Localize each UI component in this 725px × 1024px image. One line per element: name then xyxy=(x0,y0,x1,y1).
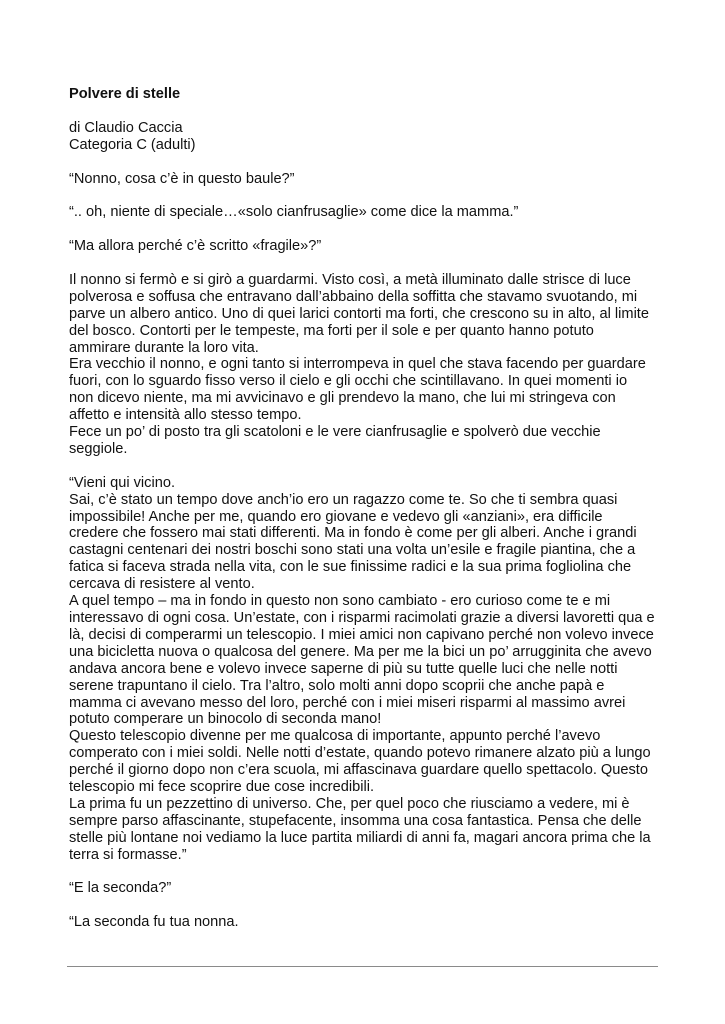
document-title: Polvere di stelle xyxy=(69,86,181,102)
text-line: seggiole. xyxy=(69,440,128,457)
author-line: di Claudio Caccia xyxy=(69,119,183,136)
text-line: A quel tempo – ma in fondo in questo non sono cambiato - ero curioso come te e mi xyxy=(69,593,611,610)
text-line: comperato con i miei soldi. Nelle notti d’estate, quando potevo rimanere alzato più a lungo xyxy=(69,745,651,762)
text-line: del bosco. Contorti per le tempeste, ma forti per il sole e per quanto hanno potuto xyxy=(69,322,594,339)
text-line: fatica si faceva strada nella vita, con le sue finissime radici e la sua prima fogliolina che xyxy=(69,559,632,576)
text-line: Era vecchio il nonno, e ogni tanto si interrompeva in quel che stava facendo per guardare xyxy=(69,356,646,373)
paragraph-gap xyxy=(69,897,659,914)
text-line: serene trapuntano il cielo. Tra l’altro, solo molti anni dopo scoprii che anche papà e xyxy=(69,677,605,694)
text-line: affetto e intensità allo stesso tempo. xyxy=(69,407,302,424)
paragraph-gap xyxy=(69,154,659,171)
text-line: credere che fossero mai stati differenti. Ma in fondo è come per gli alberi. Anche i grandi xyxy=(69,525,637,542)
footer-divider xyxy=(67,966,658,967)
text-line: “Ma allora perché c’è scritto «fragile»?” xyxy=(69,238,322,255)
text-line: sempre parso affascinante, stupefacente, insomma una cosa fantastica. Pensa che delle xyxy=(69,812,642,829)
text-line: Sai, c’è stato un tempo dove anch’io ero un ragazzo come te. So che ti sembra quasi xyxy=(69,491,618,508)
category-line: Categoria C (adulti) xyxy=(69,136,196,153)
text-line: mamma ci avevano messo del loro, perché con i miei miseri risparmi al massimo avrei xyxy=(69,694,626,711)
text-line: non dicevo niente, ma mi avvicinavo e gli prendevo la mano, che lui mi stringeva con xyxy=(69,390,616,407)
document-body xyxy=(69,86,659,931)
text-line: là, decisi di comperarmi un telescopio. I miei amici non capivano perché non volevo invece xyxy=(69,626,654,643)
paragraph-gap xyxy=(69,187,659,204)
text-line: Il nonno si fermò e si girò a guardarmi. Visto così, a metà illuminato dalle strisce di luce xyxy=(69,271,631,288)
text-line: telescopio mi fece scoprire due cose incredibili. xyxy=(69,779,374,796)
text-line: “Nonno, cosa c’è in questo baule?” xyxy=(69,170,295,187)
paragraph-gap xyxy=(69,255,659,272)
text-line: stelle più lontane noi vediamo la luce partita miliardi di anni fa, magari ancora prima che la xyxy=(69,829,651,846)
text-line: interessavo di ogni cosa. Un’estate, con i risparmi racimolati grazie a diversi lavoretti qua e xyxy=(69,610,655,626)
text-line: Fece un po’ di posto tra gli scatoloni e le vere cianfrusaglie e spolverò due vecchie xyxy=(69,424,601,441)
paragraph-gap xyxy=(69,864,659,881)
text-line: andava ancora bene e volevo invece saperne di più su tutte quelle luci che nelle notti xyxy=(69,660,618,677)
story-text xyxy=(69,171,659,932)
text-line: fuori, con lo sguardo fisso verso il cielo e gli occhi che scintillavano. In quei momenti io xyxy=(69,373,628,390)
text-line: La prima fu un pezzettino di universo. Che, per quel poco che riusciamo a vedere, mi è xyxy=(69,795,630,812)
text-line: una bicicletta nuova o qualcosa del genere. Ma per me la bici un po’ arrugginita che avevo xyxy=(69,643,652,660)
paragraph-gap xyxy=(69,103,659,120)
text-line: “.. oh, niente di speciale…«solo cianfrusaglie» come dice la mamma.” xyxy=(69,204,519,221)
text-line: polverosa e soffusa che entravano dall’abbaino della soffitta che stavamo svuotando, mi xyxy=(69,288,638,305)
paragraph-gap xyxy=(69,458,659,475)
text-line: cercava di resistere al vento. xyxy=(69,576,255,593)
text-line: potuto comperare un binocolo di seconda mano! xyxy=(69,711,382,728)
text-line: ammirare durante la loro vita. xyxy=(69,339,259,356)
paragraph-gap xyxy=(69,221,659,238)
text-line: “La seconda fu tua nonna. xyxy=(69,914,239,931)
text-line: impossibile! Anche per me, quando ero giovane e vedevo gli «anziani», era difficile xyxy=(69,508,603,525)
text-line: “E la seconda?” xyxy=(69,880,172,897)
text-line: perché il giorno dopo non c’era scuola, mi affascinava guardare quello spettacolo. Questo xyxy=(69,762,648,779)
text-line: terra si formasse.” xyxy=(69,846,187,863)
text-line: “Vieni qui vicino. xyxy=(69,474,175,491)
text-line: Questo telescopio divenne per me qualcosa di importante, appunto perché l’avevo xyxy=(69,728,601,745)
text-line: parve un albero antico. Uno di quei larici contorti ma forti, che crescono su in alto, al limite xyxy=(69,305,649,322)
text-line: castagni centenari dei nostri boschi sono stati una volta un’esile e fragile piantina, che a xyxy=(69,542,636,559)
